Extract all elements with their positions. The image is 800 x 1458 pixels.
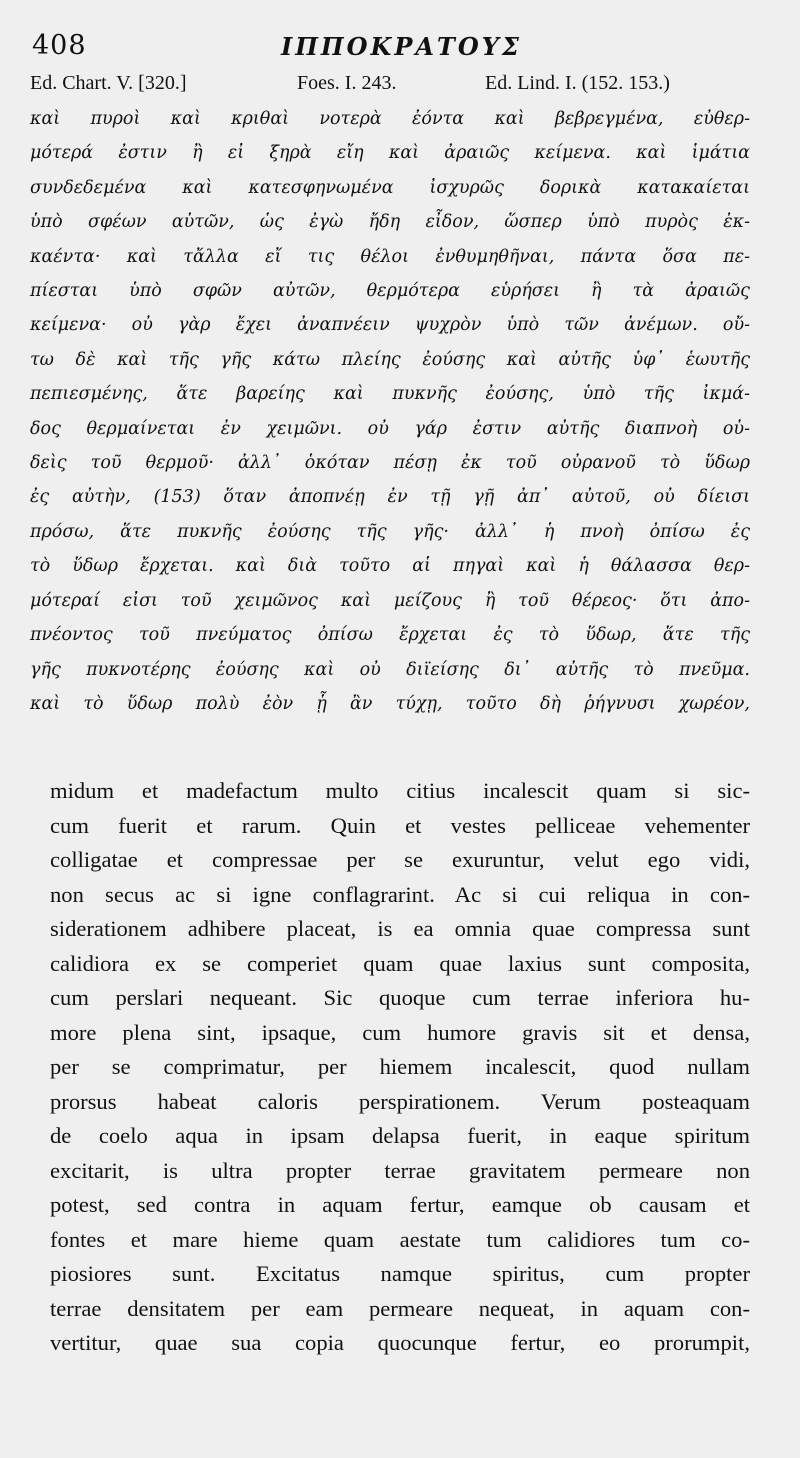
greek-line: δος θερμαίνεται ἐν χειμῶνι. οὐ γάρ ἐστιν αὐτῆς διαπνοὴ οὐ- bbox=[30, 418, 750, 439]
latin-line: piosiores sunt. Excitatus namque spiritus, cum propter bbox=[50, 1261, 750, 1286]
greek-line: καέντα· καὶ τἄλλα εἴ τις θέλοι ἐνθυμηθῆναι, πάντα ὅσα πε- bbox=[30, 246, 750, 267]
greek-line: πρόσω, ἅτε πυκνῆς ἐούσης τῆς γῆς· ἀλλ᾽ ἡ πνοὴ ὀπίσω ἐς bbox=[30, 521, 750, 542]
greek-line: πίεσται ὑπὸ σφῶν αὐτῶν, θερμότερα εὑρήσει ἢ τὰ ἀραιῶς bbox=[30, 281, 750, 302]
greek-line: ὑπὸ σφέων αὐτῶν, ὡς ἐγὼ ἤδη εἶδον, ὥσπερ ὑπὸ πυρὸς ἐκ- bbox=[30, 212, 750, 233]
running-title: ΙΠΠΟΚΡΑΤΟΥΣ bbox=[281, 32, 522, 61]
latin-line: terrae densitatem per eam permeare nequeat, in aquam con- bbox=[50, 1295, 750, 1321]
page-header bbox=[24, 24, 724, 64]
latin-line: per se comprimatur, per hiemem incalescit, quod nullam bbox=[50, 1054, 750, 1079]
greek-line: κείμενα· οὐ γὰρ ἔχει ἀναπνέειν ψυχρὸν ὑπὸ τῶν ἀνέμων. οὔ- bbox=[30, 315, 750, 336]
latin-line: cum fuerit et rarum. Quin et vestes pelliceae vehementer bbox=[50, 812, 750, 838]
latin-line: fontes et mare hieme quam aestate tum calidiores tum co- bbox=[50, 1226, 750, 1252]
edition-foesius: Foes. I. 243. bbox=[297, 72, 397, 94]
latin-line: potest, sed contra in aquam fertur, eamque ob causam et bbox=[50, 1192, 750, 1217]
greek-line: καὶ τὸ ὕδωρ πολὺ ἐὸν ᾗ ἂν τύχῃ, τοῦτο δὴ ῥήγνυσι χωρέον, bbox=[30, 693, 750, 714]
latin-line: vertitur, quae sua copia quocunque fertur, eo prorumpit, bbox=[50, 1330, 750, 1355]
greek-line: δεὶς τοῦ θερμοῦ· ἀλλ᾽ ὁκόταν πέσῃ ἐκ τοῦ οὐρανοῦ τὸ ὕδωρ bbox=[30, 453, 750, 474]
page-number: 408 bbox=[32, 30, 87, 61]
greek-line: ἐς αὐτὴν, (153) ὅταν ἀποπνέῃ ἐν τῇ γῇ ἀπ᾽ αὐτοῦ, οὐ δίεισι bbox=[30, 487, 750, 508]
latin-line: de coelo aqua in ipsam delapsa fuerit, in eaque spiritum bbox=[50, 1123, 750, 1148]
edition-linden: Ed. Lind. I. (152. 153.) bbox=[485, 72, 670, 94]
latin-line: non secus ac si igne conflagrarint. Ac si cui reliqua in con- bbox=[50, 881, 750, 907]
latin-line: siderationem adhibere placeat, is ea omnia quae compressa sunt bbox=[50, 916, 750, 941]
greek-line: πεπιεσμένης, ἅτε βαρείης καὶ πυκνῆς ἐούσης, ὑπὸ τῆς ἰκμά- bbox=[30, 384, 750, 405]
greek-line: γῆς πυκνοτέρης ἐούσης καὶ οὐ διϊείσης δι᾽ αὐτῆς τὸ πνεῦμα. bbox=[30, 659, 750, 680]
greek-line: συνδεδεμένα καὶ κατεσφηνωμένα ἰσχυρῶς δορικὰ κατακαίεται bbox=[30, 177, 750, 198]
latin-line: cum perslari nequeant. Sic quoque cum terrae inferiora hu- bbox=[50, 985, 750, 1010]
latin-line: prorsus habeat caloris perspirationem. Verum posteaquam bbox=[50, 1088, 750, 1114]
greek-text bbox=[30, 102, 750, 721]
greek-line: μότεραί εἰσι τοῦ χειμῶνος καὶ μείζους ἢ τοῦ θέρεος· ὅτι ἀπο- bbox=[30, 590, 750, 611]
latin-line: midum et madefactum multo citius incalescit quam si sic- bbox=[50, 778, 750, 803]
greek-line: μότερά ἐστιν ἢ εἰ ξηρὰ εἴη καὶ ἀραιῶς κείμενα. καὶ ἱμάτια bbox=[30, 143, 750, 164]
latin-line: calidiora ex se comperiet quam quae laxius sunt composita, bbox=[50, 950, 750, 976]
greek-line: τω δὲ καὶ τῆς γῆς κάτω πλείης ἐούσης καὶ αὐτῆς ὑφ᾽ ἑωυτῆς bbox=[30, 349, 750, 370]
greek-line: τὸ ὕδωρ ἔρχεται. καὶ διὰ τοῦτο αἱ πηγαὶ καὶ ἡ θάλασσα θερ- bbox=[30, 556, 750, 577]
edition-chartier: Ed. Chart. V. [320.] bbox=[30, 72, 187, 94]
latin-line: excitarit, is ultra propter terrae gravitatem permeare non bbox=[50, 1157, 750, 1183]
edition-references bbox=[30, 72, 750, 100]
greek-line: πνέοντος τοῦ πνεύματος ὀπίσω ἔρχεται ἐς τὸ ὕδωρ, ἅτε τῆς bbox=[30, 625, 750, 646]
latin-line: more plena sint, ipsaque, cum humore gravis sit et densa, bbox=[50, 1019, 750, 1045]
greek-line: καὶ πυροὶ καὶ κριθαὶ νοτερὰ ἐόντα καὶ βεβρεγμένα, εὐθερ- bbox=[30, 109, 750, 129]
latin-translation bbox=[50, 774, 750, 1361]
latin-line: colligatae et compressae per se exuruntur, velut ego vidi, bbox=[50, 847, 750, 872]
